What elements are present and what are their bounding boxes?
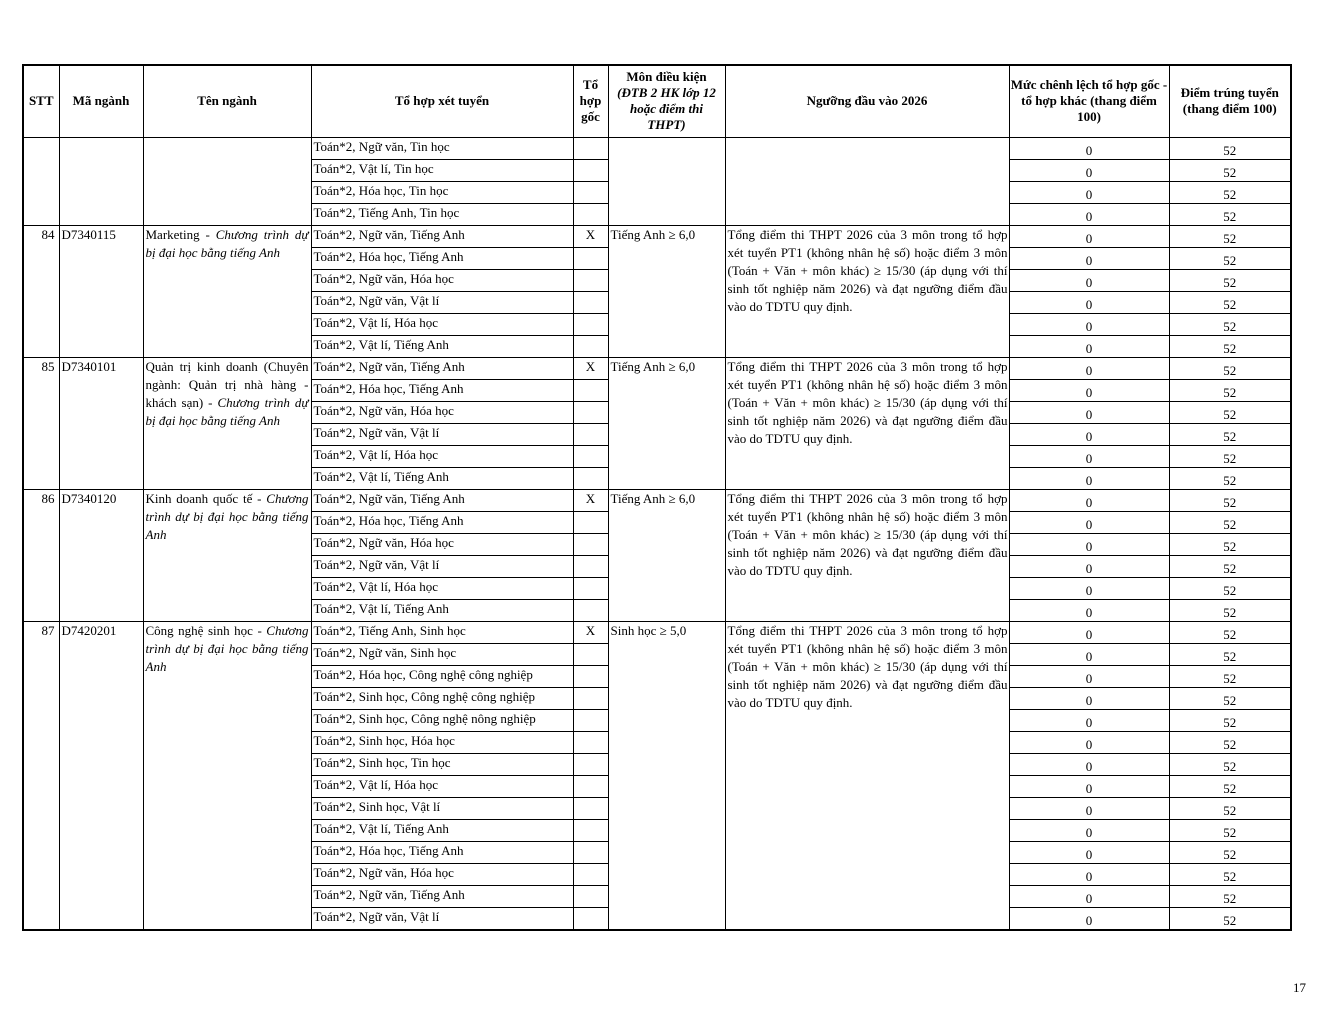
table-row: [23, 489, 1291, 511]
row-combination: Toán*2, Sinh học, Hóa học: [311, 731, 573, 753]
row-base-mark: [573, 555, 608, 577]
row-combination: Toán*2, Vật lí, Hóa học: [311, 445, 573, 467]
row-base-mark: [573, 643, 608, 665]
row-base-mark: [573, 687, 608, 709]
row-score: 52: [1169, 379, 1291, 401]
row-difference: 0: [1009, 555, 1169, 577]
row-difference: 0: [1009, 511, 1169, 533]
row-difference: 0: [1009, 379, 1169, 401]
row-difference: 0: [1009, 731, 1169, 753]
row-combination: Toán*2, Ngữ văn, Vật lí: [311, 907, 573, 930]
row-difference: 0: [1009, 445, 1169, 467]
row-major-name: [143, 621, 311, 930]
header-condition-note: (ĐTB 2 HK lớp 12 hoặc điểm thi THPT): [617, 85, 716, 133]
row-score: 52: [1169, 775, 1291, 797]
table-row: [23, 357, 1291, 379]
row-base-mark: [573, 445, 608, 467]
row-combination: Toán*2, Sinh học, Công nghệ nông nghiệp: [311, 709, 573, 731]
header-condition-title: Môn điều kiện: [626, 69, 707, 85]
page-number: 17: [1293, 980, 1306, 995]
row-base-mark: [573, 599, 608, 621]
row-score: 52: [1169, 599, 1291, 621]
row-base-mark: [573, 863, 608, 885]
row-score: 52: [1169, 269, 1291, 291]
row-score: 52: [1169, 753, 1291, 775]
row-base-mark: [573, 423, 608, 445]
row-combination: Toán*2, Ngữ văn, Tin học: [311, 137, 573, 159]
row-score: 52: [1169, 181, 1291, 203]
row-base-mark: [573, 709, 608, 731]
row-base-mark: [573, 533, 608, 555]
row-stt: 84: [23, 225, 59, 357]
row-base-mark: X: [573, 225, 608, 247]
row-base-mark: [573, 335, 608, 357]
row-score: 52: [1169, 137, 1291, 159]
row-combination: Toán*2, Vật lí, Tiếng Anh: [311, 819, 573, 841]
row-score: 52: [1169, 665, 1291, 687]
row-score: 52: [1169, 819, 1291, 841]
row-difference: 0: [1009, 291, 1169, 313]
row-base-mark: [573, 511, 608, 533]
row-combination: Toán*2, Hóa học, Tin học: [311, 181, 573, 203]
row-base-mark: X: [573, 489, 608, 511]
row-combination: Toán*2, Vật lí, Hóa học: [311, 775, 573, 797]
header-threshold: Ngưỡng đầu vào 2026: [725, 65, 1009, 137]
row-difference: 0: [1009, 621, 1169, 643]
row-difference: 0: [1009, 247, 1169, 269]
row-combination: Toán*2, Vật lí, Tiếng Anh: [311, 335, 573, 357]
row-combination: Toán*2, Sinh học, Công nghệ công nghiệp: [311, 687, 573, 709]
row-score: 52: [1169, 467, 1291, 489]
row-difference: 0: [1009, 225, 1169, 247]
table-body: [23, 137, 1291, 930]
row-base-mark: [573, 313, 608, 335]
row-combination: Toán*2, Tiếng Anh, Sinh học: [311, 621, 573, 643]
row-base-mark: [573, 731, 608, 753]
row-difference: 0: [1009, 687, 1169, 709]
row-condition: [608, 137, 725, 225]
row-score: 52: [1169, 709, 1291, 731]
header-major-code: Mã ngành: [59, 65, 143, 137]
row-base-mark: [573, 159, 608, 181]
row-major-name: [143, 225, 311, 357]
row-condition: Tiếng Anh ≥ 6,0: [608, 489, 725, 621]
major-name-text: Công nghệ sinh học -: [145, 622, 267, 638]
row-base-mark: [573, 577, 608, 599]
major-program-note: Chương trình dự bị đại học bằng tiếng Anh: [145, 622, 309, 674]
row-difference: 0: [1009, 885, 1169, 907]
row-score: 52: [1169, 357, 1291, 379]
row-score: 52: [1169, 445, 1291, 467]
row-combination: Toán*2, Vật lí, Hóa học: [311, 313, 573, 335]
row-combination: Toán*2, Ngữ văn, Hóa học: [311, 533, 573, 555]
row-score: 52: [1169, 291, 1291, 313]
row-score: 52: [1169, 401, 1291, 423]
row-combination: Toán*2, Tiếng Anh, Tin học: [311, 203, 573, 225]
admission-table: [22, 64, 1292, 931]
row-combination: Toán*2, Vật lí, Tiếng Anh: [311, 467, 573, 489]
row-major-code: D7340115: [59, 225, 143, 357]
row-threshold: Tổng điểm thi THPT 2026 của 3 môn trong tổ hợp xét tuyển PT1 (không nhân hệ số) hoặc điểm 3 môn (Toán + Văn + môn khác) ≥ 15/30 (áp dụng với thí sinh tốt nghiệp năm 2026) và đạt ngưỡng điểm đầu vào do TDTU quy định.: [725, 489, 1009, 621]
row-base-mark: [573, 401, 608, 423]
row-base-mark: [573, 775, 608, 797]
header-difference: Mức chênh lệch tổ hợp gốc - tổ hợp khác (thang điểm 100): [1009, 65, 1169, 137]
row-combination: Toán*2, Ngữ văn, Tiếng Anh: [311, 225, 573, 247]
row-score: 52: [1169, 423, 1291, 445]
major-name-text: Kinh doanh quốc tế -: [145, 490, 267, 506]
row-score: 52: [1169, 907, 1291, 930]
row-combination: Toán*2, Vật lí, Tin học: [311, 159, 573, 181]
row-condition: Sinh học ≥ 5,0: [608, 621, 725, 930]
header-stt: STT: [23, 65, 59, 137]
row-base-mark: [573, 907, 608, 930]
table-row: [23, 621, 1291, 643]
table-row: [23, 137, 1291, 159]
row-base-mark: [573, 379, 608, 401]
row-difference: 0: [1009, 907, 1169, 930]
header-base-combination: Tổ hợp gốc: [573, 65, 608, 137]
row-base-mark: [573, 665, 608, 687]
row-difference: 0: [1009, 335, 1169, 357]
row-difference: 0: [1009, 709, 1169, 731]
row-threshold: Tổng điểm thi THPT 2026 của 3 môn trong tổ hợp xét tuyển PT1 (không nhân hệ số) hoặc điểm 3 môn (Toán + Văn + môn khác) ≥ 15/30 (áp dụng với thí sinh tốt nghiệp năm 2026) và đạt ngưỡng điểm đầu vào do TDTU quy định.: [725, 357, 1009, 489]
row-score: 52: [1169, 841, 1291, 863]
row-base-mark: [573, 841, 608, 863]
row-score: 52: [1169, 335, 1291, 357]
row-combination: Toán*2, Ngữ văn, Vật lí: [311, 555, 573, 577]
row-threshold: Tổng điểm thi THPT 2026 của 3 môn trong tổ hợp xét tuyển PT1 (không nhân hệ số) hoặc điểm 3 môn (Toán + Văn + môn khác) ≥ 15/30 (áp dụng với thí sinh tốt nghiệp năm 2026) và đạt ngưỡng điểm đầu vào do TDTU quy định.: [725, 225, 1009, 357]
row-difference: 0: [1009, 489, 1169, 511]
row-score: 52: [1169, 577, 1291, 599]
row-combination: Toán*2, Hóa học, Công nghệ công nghiệp: [311, 665, 573, 687]
row-base-mark: [573, 247, 608, 269]
major-program-note: Chương trình dự bị đại học bằng tiếng Anh: [145, 490, 309, 542]
row-combination: Toán*2, Hóa học, Tiếng Anh: [311, 247, 573, 269]
row-difference: 0: [1009, 841, 1169, 863]
row-base-mark: [573, 137, 608, 159]
row-base-mark: [573, 291, 608, 313]
row-score: 52: [1169, 643, 1291, 665]
row-condition: Tiếng Anh ≥ 6,0: [608, 357, 725, 489]
row-combination: Toán*2, Ngữ văn, Tiếng Anh: [311, 489, 573, 511]
row-score: 52: [1169, 159, 1291, 181]
row-stt: 87: [23, 621, 59, 930]
row-combination: Toán*2, Hóa học, Tiếng Anh: [311, 379, 573, 401]
row-score: 52: [1169, 797, 1291, 819]
row-combination: Toán*2, Ngữ văn, Hóa học: [311, 401, 573, 423]
row-difference: 0: [1009, 159, 1169, 181]
row-difference: 0: [1009, 357, 1169, 379]
row-base-mark: [573, 203, 608, 225]
row-difference: 0: [1009, 665, 1169, 687]
row-difference: 0: [1009, 863, 1169, 885]
row-stt: 86: [23, 489, 59, 621]
row-combination: Toán*2, Ngữ văn, Hóa học: [311, 863, 573, 885]
row-difference: 0: [1009, 533, 1169, 555]
row-difference: 0: [1009, 819, 1169, 841]
row-major-code: D7340120: [59, 489, 143, 621]
row-combination: Toán*2, Vật lí, Tiếng Anh: [311, 599, 573, 621]
row-difference: 0: [1009, 137, 1169, 159]
major-program-note: Chương trình dự bị đại học bằng tiếng Anh: [145, 394, 309, 428]
row-difference: 0: [1009, 313, 1169, 335]
row-combination: Toán*2, Hóa học, Tiếng Anh: [311, 511, 573, 533]
row-base-mark: X: [573, 621, 608, 643]
header-condition: [608, 65, 725, 137]
row-base-mark: [573, 269, 608, 291]
row-difference: 0: [1009, 797, 1169, 819]
header-combination: Tổ hợp xét tuyển: [311, 65, 573, 137]
row-combination: Toán*2, Ngữ văn, Vật lí: [311, 423, 573, 445]
row-base-mark: [573, 467, 608, 489]
row-base-mark: X: [573, 357, 608, 379]
row-base-mark: [573, 819, 608, 841]
header-row: [23, 65, 1291, 137]
row-score: 52: [1169, 533, 1291, 555]
row-difference: 0: [1009, 467, 1169, 489]
major-program-note: Chương trình dự bị đại học bằng tiếng Anh: [145, 226, 309, 260]
row-difference: 0: [1009, 423, 1169, 445]
row-base-mark: [573, 181, 608, 203]
row-difference: 0: [1009, 643, 1169, 665]
row-score: 52: [1169, 863, 1291, 885]
row-base-mark: [573, 885, 608, 907]
row-score: 52: [1169, 225, 1291, 247]
row-major-code: [59, 137, 143, 225]
row-base-mark: [573, 797, 608, 819]
header-score: Điểm trúng tuyển (thang điểm 100): [1169, 65, 1291, 137]
row-combination: Toán*2, Vật lí, Hóa học: [311, 577, 573, 599]
row-combination: Toán*2, Hóa học, Tiếng Anh: [311, 841, 573, 863]
row-major-code: D7340101: [59, 357, 143, 489]
row-major-name: [143, 489, 311, 621]
major-name-text: Marketing -: [145, 226, 216, 242]
row-difference: 0: [1009, 401, 1169, 423]
row-difference: 0: [1009, 203, 1169, 225]
row-score: 52: [1169, 885, 1291, 907]
row-stt: [23, 137, 59, 225]
header-major-name: Tên ngành: [143, 65, 311, 137]
row-difference: 0: [1009, 269, 1169, 291]
row-score: 52: [1169, 489, 1291, 511]
row-combination: Toán*2, Ngữ văn, Tiếng Anh: [311, 357, 573, 379]
row-base-mark: [573, 753, 608, 775]
table-row: [23, 225, 1291, 247]
row-score: 52: [1169, 203, 1291, 225]
row-score: 52: [1169, 621, 1291, 643]
row-threshold: [725, 137, 1009, 225]
row-score: 52: [1169, 555, 1291, 577]
major-name-text: Quản trị kinh doanh (Chuyên ngành: Quản trị nhà hàng - khách sạn) -: [145, 358, 309, 410]
row-combination: Toán*2, Ngữ văn, Tiếng Anh: [311, 885, 573, 907]
row-difference: 0: [1009, 599, 1169, 621]
row-difference: 0: [1009, 577, 1169, 599]
row-score: 52: [1169, 511, 1291, 533]
row-threshold: Tổng điểm thi THPT 2026 của 3 môn trong tổ hợp xét tuyển PT1 (không nhân hệ số) hoặc điểm 3 môn (Toán + Văn + môn khác) ≥ 15/30 (áp dụng với thí sinh tốt nghiệp năm 2026) và đạt ngưỡng điểm đầu vào do TDTU quy định.: [725, 621, 1009, 930]
row-stt: 85: [23, 357, 59, 489]
row-combination: Toán*2, Ngữ văn, Sinh học: [311, 643, 573, 665]
row-score: 52: [1169, 247, 1291, 269]
row-combination: Toán*2, Ngữ văn, Hóa học: [311, 269, 573, 291]
row-difference: 0: [1009, 753, 1169, 775]
row-combination: Toán*2, Ngữ văn, Vật lí: [311, 291, 573, 313]
row-combination: Toán*2, Sinh học, Vật lí: [311, 797, 573, 819]
row-score: 52: [1169, 313, 1291, 335]
row-difference: 0: [1009, 181, 1169, 203]
row-major-name: [143, 357, 311, 489]
row-condition: Tiếng Anh ≥ 6,0: [608, 225, 725, 357]
row-score: 52: [1169, 731, 1291, 753]
row-score: 52: [1169, 687, 1291, 709]
row-major-name: [143, 137, 311, 225]
row-combination: Toán*2, Sinh học, Tin học: [311, 753, 573, 775]
row-major-code: D7420201: [59, 621, 143, 930]
row-difference: 0: [1009, 775, 1169, 797]
